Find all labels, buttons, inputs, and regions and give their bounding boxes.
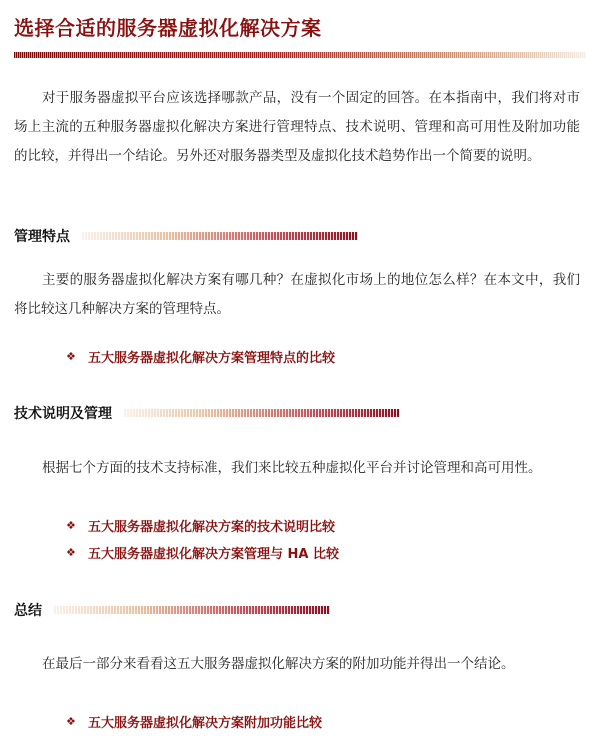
- diamond-bullet-icon: ❖: [66, 518, 76, 532]
- link-label[interactable]: 五大服务器虚拟化解决方案附加功能比较: [88, 715, 323, 731]
- section-paragraph-technical: 根据七个方面的技术支持标准，我们来比较五种虚拟化平台并讨论管理和高可用性。: [42, 460, 542, 476]
- section-paragraph-management: 主要的服务器虚拟化解决方案有哪几种？在虚拟化市场上的地位怎么样？在本文中，我们将比较这几种解决方案的管理特点。: [14, 272, 580, 317]
- diamond-bullet-icon: ❖: [66, 545, 76, 559]
- section-divider: [124, 409, 400, 417]
- section-heading-technical: [14, 402, 400, 424]
- section-heading-label: 管理特点: [14, 229, 70, 245]
- diamond-bullet-icon: ❖: [66, 349, 76, 363]
- link-technical-comparison[interactable]: [66, 514, 335, 536]
- link-management-ha-comparison[interactable]: [66, 541, 339, 563]
- section-heading-label: 技术说明及管理: [14, 406, 112, 422]
- link-management-comparison[interactable]: [66, 345, 335, 367]
- link-addon-comparison[interactable]: [66, 710, 322, 732]
- section-divider: [54, 606, 330, 614]
- section-paragraph-summary: 在最后一部分来看看这五大服务器虚拟化解决方案的附加功能并得出一个结论。: [42, 656, 515, 672]
- title-divider: [14, 52, 586, 58]
- link-label[interactable]: 五大服务器虚拟化解决方案管理与 HA 比较: [88, 546, 339, 562]
- section-heading-management: [14, 225, 358, 247]
- intro-paragraph: 对于服务器虚拟平台应该选择哪款产品，没有一个固定的回答。在本指南中，我们将对市场上主流的五种服务器虚拟化解决方案进行管理特点、技术说明、管理和高可用性及附加功能的比较，并得出一个结论。另外还对服务器类型及虚拟化技术趋势作出一个简要的说明。: [14, 90, 580, 164]
- link-label[interactable]: 五大服务器虚拟化解决方案管理特点的比较: [88, 350, 336, 366]
- diamond-bullet-icon: ❖: [66, 714, 76, 728]
- page-title: 选择合适的服务器虚拟化解决方案: [14, 16, 322, 40]
- section-heading-summary: [14, 599, 330, 621]
- link-label[interactable]: 五大服务器虚拟化解决方案的技术说明比较: [88, 519, 336, 535]
- section-divider: [82, 232, 358, 240]
- section-heading-label: 总结: [14, 603, 42, 619]
